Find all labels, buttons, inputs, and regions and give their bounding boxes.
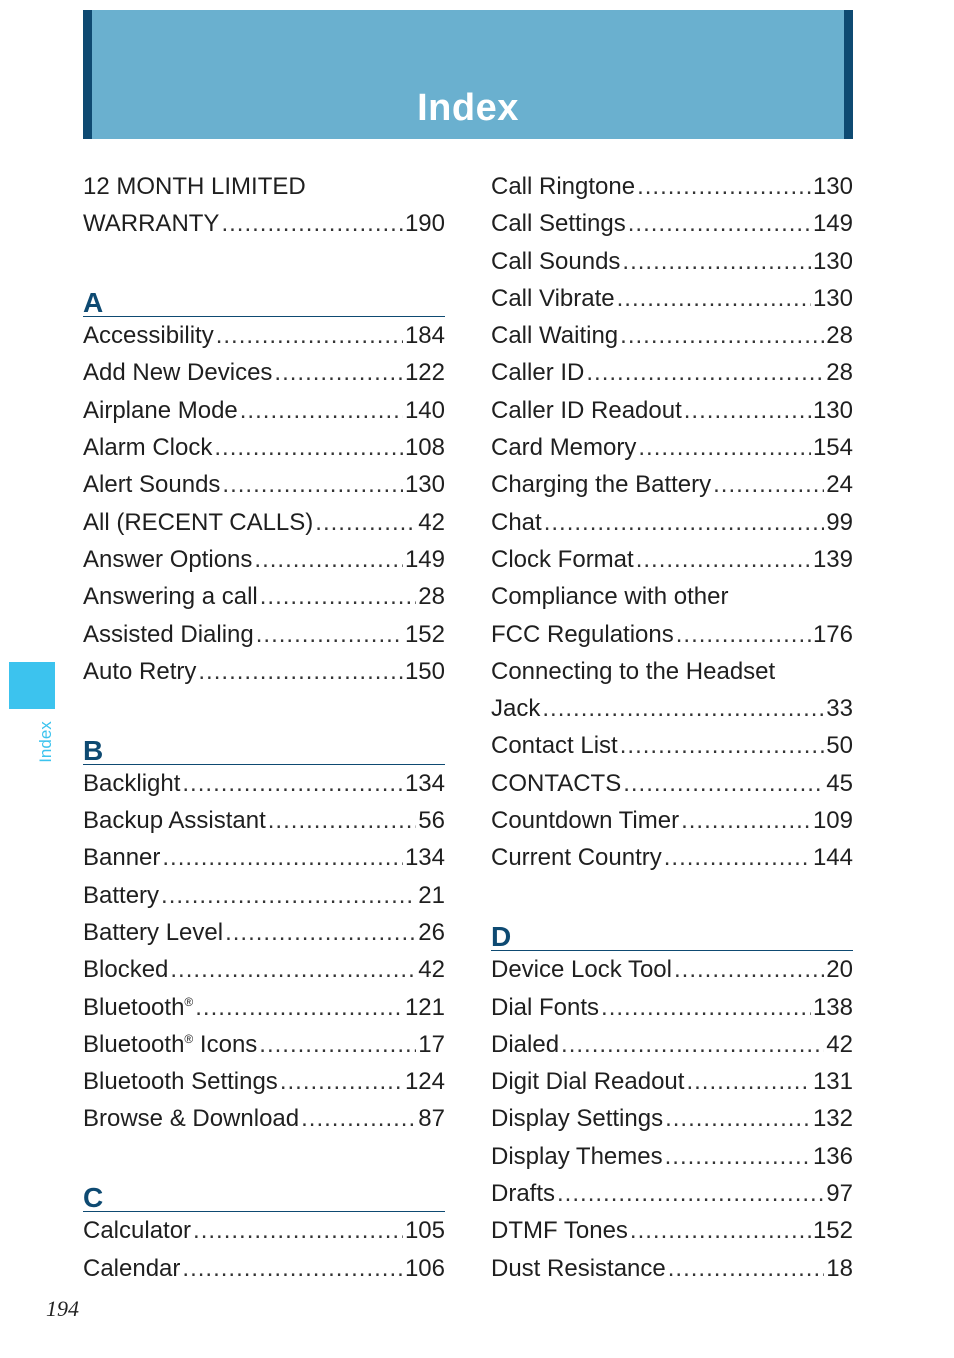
index-entry: Call Settings ..... 149 — [491, 205, 853, 242]
index-entry: Blocked ..... 42 — [83, 951, 445, 988]
index-column-right — [491, 168, 853, 1287]
index-entry: Digit Dial Readout ..... 131 — [491, 1063, 853, 1100]
index-entry-headset: Jack ..... 33 — [491, 690, 853, 727]
entry-term: WARRANTY — [83, 210, 220, 238]
side-tab-marker — [9, 662, 55, 709]
page-title: Index — [417, 87, 519, 129]
section-c-continued-list — [491, 168, 853, 877]
index-entry-headset-line1: Connecting to the Headset — [491, 657, 776, 685]
index-entry: Display Settings ..... 132 — [491, 1100, 853, 1137]
index-entry: Backlight ..... 134 — [83, 765, 445, 802]
index-entry-warranty — [83, 205, 445, 242]
index-entry: Auto Retry ..... 150 — [83, 653, 445, 690]
index-entry: Bluetooth Settings ..... 124 — [83, 1063, 445, 1100]
index-entry: Dust Resistance ..... 18 — [491, 1250, 853, 1287]
registered-mark: ® — [184, 994, 194, 1009]
index-entry: Airplane Mode ..... 140 — [83, 392, 445, 429]
index-entry-warranty-line1: 12 MONTH LIMITED — [83, 173, 306, 200]
section-heading-a: A — [83, 280, 445, 317]
index-entry: Charging the Battery ..... 24 — [491, 466, 853, 503]
index-entry: Dialed ..... 42 — [491, 1026, 853, 1063]
index-entry: Caller ID Readout ..... 130 — [491, 392, 853, 429]
index-entry: Answering a call ..... 28 — [83, 578, 445, 615]
index-entry: Call Waiting ..... 28 — [491, 317, 853, 354]
index-entry-bluetooth-icons: Bluetooth® Icons ..... 17 — [83, 1026, 445, 1063]
index-entry: Drafts ..... 97 — [491, 1175, 853, 1212]
index-entry: Browse & Download ..... 87 — [83, 1100, 445, 1137]
index-entry: Chat ..... 99 — [491, 504, 853, 541]
index-column-left — [83, 168, 445, 1287]
index-entry: Call Ringtone ..... 130 — [491, 168, 853, 205]
index-entry: Call Sounds ..... 130 — [491, 243, 853, 280]
index-entry: Alert Sounds ..... 130 — [83, 466, 445, 503]
section-b-list — [83, 765, 445, 1138]
index-entry: Alarm Clock ..... 108 — [83, 429, 445, 466]
index-entry: Call Vibrate ..... 130 — [491, 280, 853, 317]
index-entry: Display Themes ..... 136 — [491, 1138, 853, 1175]
index-entry: CONTACTS ..... 45 — [491, 765, 853, 802]
index-entry: Calendar ..... 106 — [83, 1250, 445, 1287]
index-entry-compliance-line1: Compliance with other — [491, 583, 729, 611]
section-heading-c: C — [83, 1175, 445, 1212]
index-entry: Assisted Dialing ..... 152 — [83, 616, 445, 653]
index-entry: Dial Fonts ..... 138 — [491, 989, 853, 1026]
index-entry: DTMF Tones ..... 152 — [491, 1212, 853, 1249]
index-entry: Calculator ..... 105 — [83, 1212, 445, 1249]
index-entry: Backup Assistant ..... 56 — [83, 802, 445, 839]
index-entry: Card Memory ..... 154 — [491, 429, 853, 466]
section-c-list — [83, 1212, 445, 1287]
registered-mark: ® — [184, 1031, 194, 1046]
index-entry: Battery Level ..... 26 — [83, 914, 445, 951]
index-entry: Clock Format ..... 139 — [491, 541, 853, 578]
entry-page: 190 — [404, 210, 445, 238]
section-d-list — [491, 951, 853, 1287]
page-number: 194 — [46, 1296, 79, 1321]
index-entry: Device Lock Tool ..... 20 — [491, 951, 853, 988]
index-entry: Banner ..... 134 — [83, 839, 445, 876]
section-heading-d: D — [491, 914, 853, 951]
index-entry: Current Country ..... 144 — [491, 839, 853, 876]
index-entry: Battery ..... 21 — [83, 877, 445, 914]
index-entry-bluetooth: Bluetooth® ..... 121 — [83, 989, 445, 1026]
section-heading-b: B — [83, 727, 445, 764]
index-entry: Contact List ..... 50 — [491, 727, 853, 764]
index-entry: Accessibility ..... 184 — [83, 317, 445, 354]
section-a-list — [83, 317, 445, 690]
index-entry: Caller ID ..... 28 — [491, 354, 853, 391]
side-tab-label: Index — [36, 721, 55, 763]
index-entry: Add New Devices ..... 122 — [83, 354, 445, 391]
index-entry: Answer Options ..... 149 — [83, 541, 445, 578]
index-header-banner — [83, 10, 853, 139]
index-entry: All (RECENT CALLS) ..... 42 — [83, 504, 445, 541]
index-entry: Countdown Timer ..... 109 — [491, 802, 853, 839]
index-entry-compliance: FCC Regulations ..... 176 — [491, 616, 853, 653]
